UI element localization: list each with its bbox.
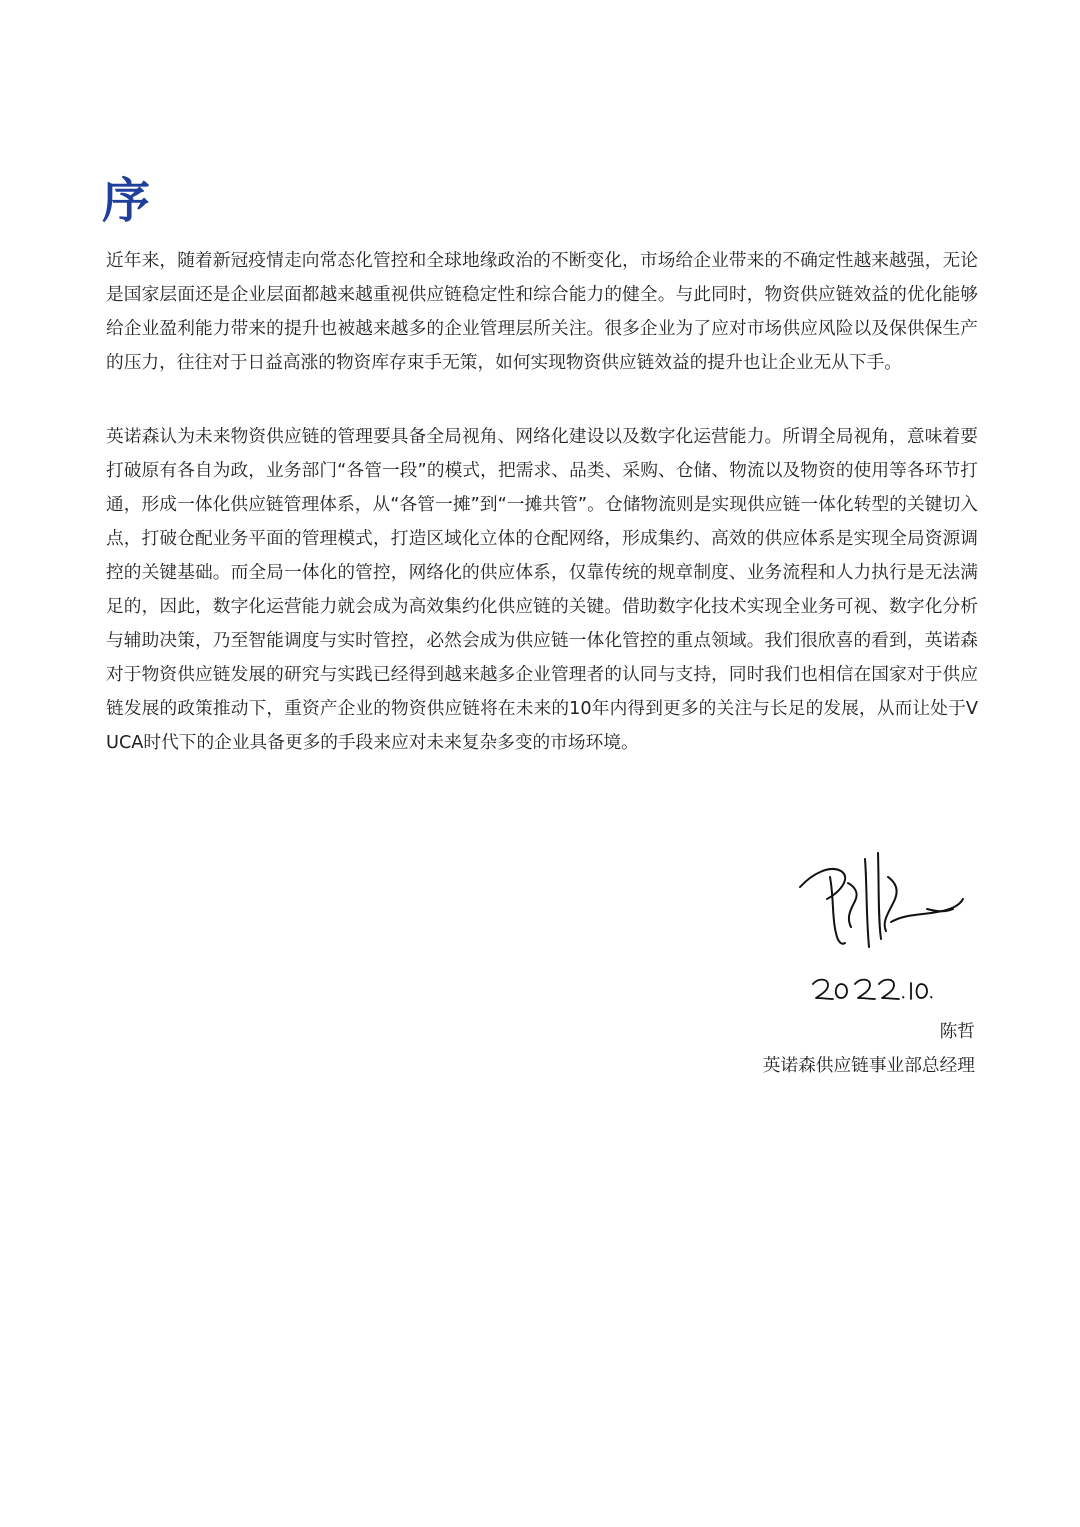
handwritten-date	[808, 968, 938, 1008]
author-title: 英诺森供应链事业部总经理	[762, 1056, 975, 1076]
signature-block	[760, 830, 980, 1080]
author-name: 陈哲	[939, 1022, 975, 1042]
handwritten-signature	[785, 835, 975, 960]
preface-paragraph-2: 英诺森认为未来物资供应链的管理要具备全局视角、网络化建设以及数字化运营能力。所谓全局视角，意味着要打破原有各自为政，业务部门“各管一段”的模式，把需求、品类、采购、仓储、物流以及物资的使用等各环节打通，形成一体化供应链管理体系，从“各管一摊”到“一摊共管”。仓储物流则是实现供应链一体化转型的关键切入点，打破仓配业务平面的管理模式，打造区域化立体的仓配网络，形成集约、高效的供应体系是实现全局资源调控的关键基础。而全局一体化的管控，网络化的供应体系，仅靠传统的规章制度、业务流程和人力执行是无法满足的，因此，数字化运营能力就会成为高效集约化供应链的关键。借助数字化技术实现全业务可视、数字化分析与辅助决策，乃至智能调度与实时管控，必然会成为供应链一体化管控的重点领域。我们很欣喜的看到，英诺森对于物资供应链发展的研究与实践已经得到越来越多企业管理者的认同与支持，同时我们也相信在国家对于供应链发展的政策推动下，重资产企业的物资供应链将在未来的10年内得到更多的关注与长足的发展，从而让处于VUCA时代下的企业具备更多的手段来应对未来复杂多变的市场环境。	[106, 427, 978, 753]
preface-paragraph-1: 近年来，随着新冠疫情走向常态化管控和全球地缘政治的不断变化，市场给企业带来的不确定性越来越强，无论是国家层面还是企业层面都越来越重视供应链稳定性和综合能力的健全。与此同时，物资供应链效益的优化能够给企业盈利能力带来的提升也被越来越多的企业管理层所关注。很多企业为了应对市场供应风险以及保供保生产的压力，往往对于日益高涨的物资库存束手无策，如何实现物资供应链效益的提升也让企业无从下手。	[106, 251, 978, 373]
page-title: 序	[102, 173, 151, 229]
